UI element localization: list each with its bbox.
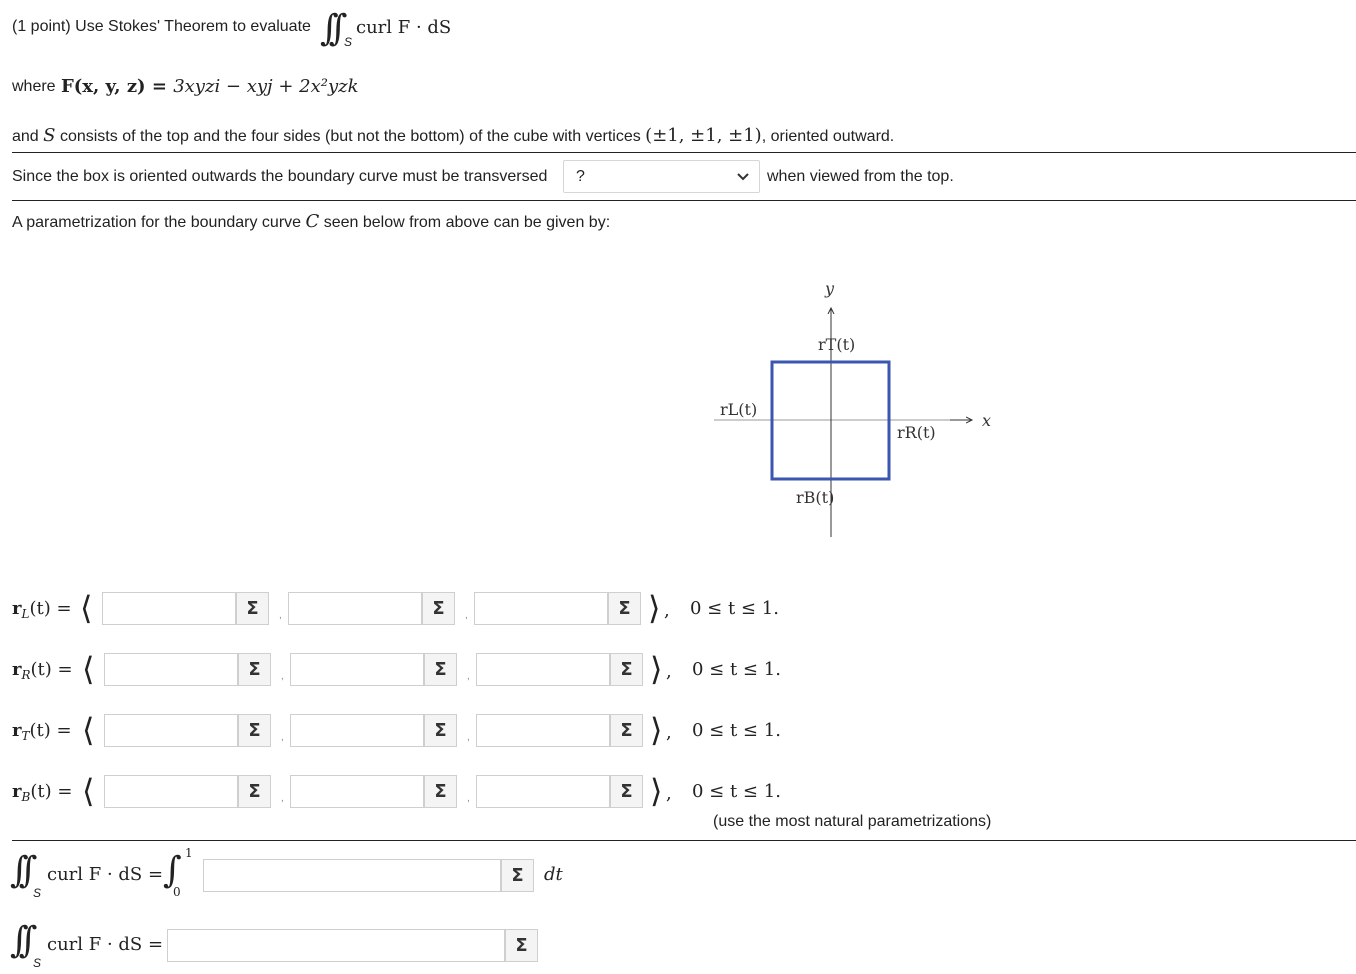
where-label: where xyxy=(12,78,56,95)
param-label xyxy=(12,598,72,619)
sigma-button[interactable]: Σ xyxy=(238,775,271,808)
double-integral-symbol: ∫∫ xyxy=(10,920,28,961)
param-z-input[interactable] xyxy=(474,592,608,625)
label-left: rL(t) xyxy=(720,400,758,419)
note: (use the most natural parametrizations) xyxy=(713,813,992,830)
param-z-input[interactable] xyxy=(476,714,610,747)
sigma-button[interactable]: Σ xyxy=(505,929,538,962)
x-axis-label: x xyxy=(982,411,992,430)
integral-subscript: S xyxy=(33,886,42,900)
sigma-button[interactable]: Σ xyxy=(424,775,457,808)
comma: , xyxy=(281,732,284,743)
label-right: rR(t) xyxy=(897,423,936,442)
left-angle-bracket: ⟨ xyxy=(82,772,95,810)
comma: , xyxy=(467,671,470,682)
param-label xyxy=(12,781,72,802)
vertices: (±1, ±1, ±1) xyxy=(645,125,762,146)
param-sub: T xyxy=(21,729,30,743)
single-integral-symbol: ∫ xyxy=(163,850,172,891)
sigma-button[interactable]: Σ xyxy=(501,859,534,892)
param-x-input[interactable] xyxy=(102,592,236,625)
left-angle-bracket: ⟨ xyxy=(82,650,95,688)
double-integral-symbol: ∫∫ xyxy=(10,850,28,891)
param-y-input[interactable] xyxy=(288,592,422,625)
comma: , xyxy=(467,793,470,804)
sigma-button[interactable]: Σ xyxy=(608,592,641,625)
curve-c: C xyxy=(305,211,320,232)
param-z-input[interactable] xyxy=(476,653,610,686)
lower-limit: 0 xyxy=(173,885,181,899)
surface-text-2: consists of the top and the four sides (but not the bottom) of the cube with vertices xyxy=(59,128,641,145)
param-label xyxy=(12,720,72,741)
problem-integrand: curl F · dS xyxy=(356,17,452,38)
y-axis-label: y xyxy=(825,279,835,298)
param-r: r xyxy=(12,781,22,802)
sigma-button[interactable]: Σ xyxy=(424,653,457,686)
comma: , xyxy=(281,793,284,804)
left-angle-bracket: ⟨ xyxy=(82,711,95,749)
param-intro xyxy=(12,211,610,232)
param-range: 0 ≤ t ≤ 1. xyxy=(692,659,781,680)
param-arg: (t) = xyxy=(30,659,73,680)
param-r: r xyxy=(12,720,22,741)
problem-prefix: (1 point) Use Stokes' Theorem to evaluate xyxy=(12,18,311,35)
comma: , xyxy=(465,610,468,621)
param-arg: (t) = xyxy=(29,720,72,741)
param-x-input[interactable] xyxy=(104,775,238,808)
double-integral-symbol: ∫∫ xyxy=(320,8,338,49)
orientation-select[interactable] xyxy=(563,160,760,193)
param-range: 0 ≤ t ≤ 1. xyxy=(690,598,779,619)
param-range: 0 ≤ t ≤ 1. xyxy=(692,720,781,741)
sigma-button[interactable]: Σ xyxy=(424,714,457,747)
param-r: r xyxy=(12,598,22,619)
orientation-text: Since the box is oriented outwards the boundary curve must be transversed xyxy=(12,168,548,185)
param-r: r xyxy=(12,659,22,680)
field-lhs: F(x, y, z) = xyxy=(61,76,174,97)
integral-subscript: S xyxy=(344,35,353,49)
param-y-input[interactable] xyxy=(290,775,424,808)
sigma-button[interactable]: Σ xyxy=(422,592,455,625)
surface-text-1: and xyxy=(12,128,39,145)
param-arg: (t) = xyxy=(29,598,72,619)
surface-description xyxy=(12,125,894,146)
divider xyxy=(12,200,1356,201)
comma: , xyxy=(664,600,670,621)
surface-text-3: , oriented outward. xyxy=(761,128,895,145)
integrand-answer-input[interactable] xyxy=(203,859,501,892)
integral-lhs: curl F · dS = xyxy=(47,934,164,955)
sigma-button[interactable]: Σ xyxy=(610,653,643,686)
surface-s: S xyxy=(43,125,56,146)
param-y-input[interactable] xyxy=(290,714,424,747)
param-x-input[interactable] xyxy=(104,653,238,686)
param-range: 0 ≤ t ≤ 1. xyxy=(692,781,781,802)
orientation-selected: ? xyxy=(576,168,585,185)
label-top: rT(t) xyxy=(818,335,856,354)
integral-subscript: S xyxy=(33,956,42,970)
param-intro-after: seen below from above can be given by: xyxy=(323,214,611,231)
comma: , xyxy=(281,671,284,682)
integral-lhs: curl F · dS = xyxy=(47,864,164,885)
param-intro-before: A parametrization for the boundary curve xyxy=(12,214,302,231)
dt-label: dt xyxy=(544,864,563,885)
sigma-button[interactable]: Σ xyxy=(610,714,643,747)
left-angle-bracket: ⟨ xyxy=(80,589,93,627)
orientation-after: when viewed from the top. xyxy=(767,168,954,185)
right-angle-bracket: ⟩ xyxy=(650,772,663,810)
field-definition xyxy=(61,76,359,97)
param-y-input[interactable] xyxy=(290,653,424,686)
field-rhs: 3xyzi − xyj + 2x²yzk xyxy=(173,76,359,97)
sigma-button[interactable]: Σ xyxy=(238,653,271,686)
final-answer-input[interactable] xyxy=(167,929,505,962)
comma: , xyxy=(666,661,672,682)
right-angle-bracket: ⟩ xyxy=(650,711,663,749)
divider xyxy=(12,152,1356,153)
sigma-button[interactable]: Σ xyxy=(236,592,269,625)
param-sub: R xyxy=(21,668,31,682)
comma: , xyxy=(279,610,282,621)
param-sub: L xyxy=(21,607,30,621)
right-angle-bracket: ⟩ xyxy=(650,650,663,688)
right-angle-bracket: ⟩ xyxy=(648,589,661,627)
comma: , xyxy=(666,722,672,743)
param-z-input[interactable] xyxy=(476,775,610,808)
sigma-button[interactable]: Σ xyxy=(610,775,643,808)
sigma-button[interactable]: Σ xyxy=(238,714,271,747)
label-bottom: rB(t) xyxy=(796,488,835,507)
param-x-input[interactable] xyxy=(104,714,238,747)
divider xyxy=(12,840,1356,841)
param-arg: (t) = xyxy=(30,781,73,802)
boundary-diagram xyxy=(700,270,1020,545)
param-label xyxy=(12,659,73,680)
comma: , xyxy=(666,783,672,804)
chevron-down-icon xyxy=(735,169,751,185)
param-sub: B xyxy=(21,790,31,804)
upper-limit: 1 xyxy=(185,846,193,860)
comma: , xyxy=(467,732,470,743)
